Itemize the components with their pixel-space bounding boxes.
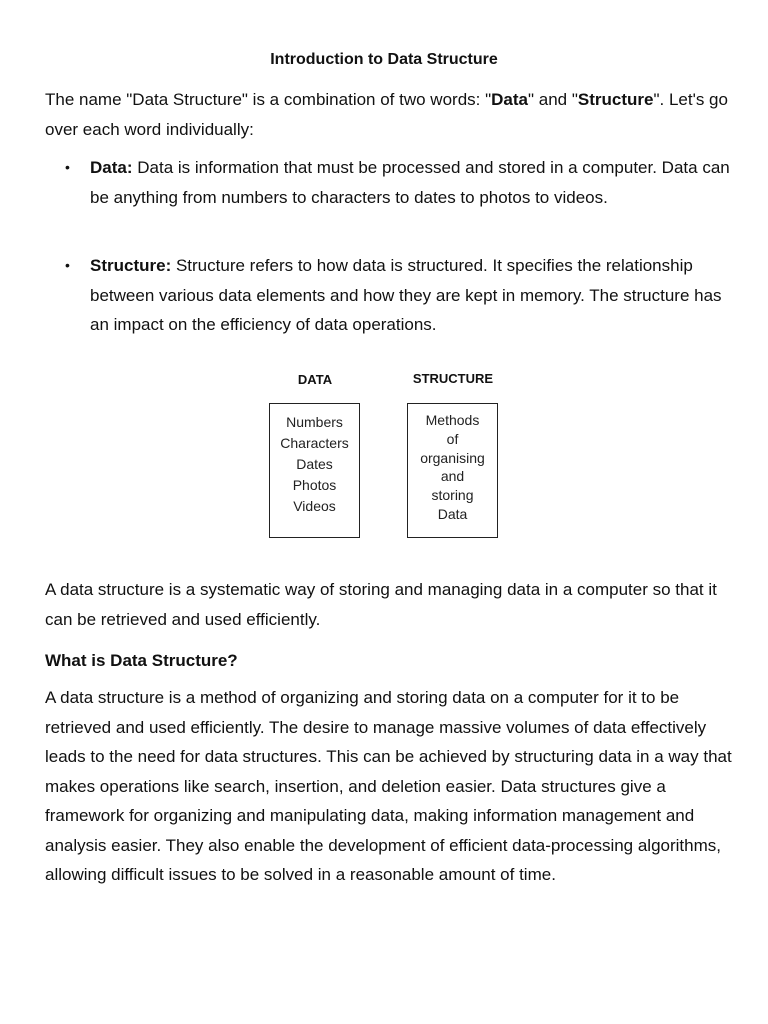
intro-prefix: The name "Data Structure" is a combination of two words: ": [45, 90, 492, 109]
figure-item: of: [446, 430, 459, 447]
figure-item: Data: [437, 505, 468, 522]
section-heading: What is Data Structure?: [45, 651, 238, 670]
intro-paragraph: [45, 85, 735, 144]
figure-box-structure: [407, 403, 498, 538]
figure-item: organising: [420, 449, 485, 466]
figure-item: storing: [431, 487, 474, 504]
intro-middle: " and ": [528, 90, 578, 109]
bullet-item-structure: [45, 251, 735, 340]
summary-paragraph: A data structure is a systematic way of storing and managing data in a computer so that it can be retrieved and used efficiently.: [45, 580, 717, 629]
figure-item: Numbers: [286, 414, 343, 430]
intro-suffix: ". Let's go over each word individually:: [45, 90, 728, 139]
bullet-text: Structure refers to how data is structured. It specifies the relationship between various data elements and how they are kept in memory. The structure has an impact on the efficiency of data operations.: [90, 256, 722, 334]
bullet-dot-icon: •: [65, 159, 70, 175]
body-paragraph: A data structure is a method of organizing and storing data on a computer for it to be retrieved and used efficiently. The desire to manage massive volumes of data effectively leads to the need for data structures. This can be achieved by structuring data in a way that makes operations like search, insertion, and deletion easier. Data structures give a framework for organizing and manipulating data, making information management and analysis easier. They also enable the development of efficient data-processing algorithms, allowing difficult issues to be solved in a reasonable amount of time.: [45, 688, 732, 884]
figure-item: Videos: [293, 498, 336, 514]
figure-label-data: DATA: [297, 372, 333, 387]
bullet-term: Structure:: [90, 256, 172, 275]
document-title: Introduction to Data Structure: [270, 51, 498, 68]
figure-item: Photos: [292, 477, 337, 493]
intro-word-data: Data: [491, 90, 528, 109]
bullet-text: Data is information that must be processed and stored in a computer. Data can be anything from numbers to characters to dates to photos to videos.: [90, 158, 730, 207]
intro-word-structure: Structure: [577, 90, 654, 109]
figure-box-data: [269, 403, 360, 538]
figure-item: Characters: [280, 435, 349, 451]
figure-item: Methods: [425, 412, 480, 428]
figure-item: and: [440, 468, 465, 485]
figure-label-structure: STRUCTURE: [412, 371, 494, 386]
bullet-list-data: [45, 153, 735, 212]
bullet-item-data: [45, 153, 735, 212]
bullet-dot-icon: •: [65, 257, 70, 273]
bullet-list-structure: [45, 251, 735, 340]
figure-item: Dates: [296, 456, 333, 472]
bullet-term: Data:: [90, 158, 133, 177]
